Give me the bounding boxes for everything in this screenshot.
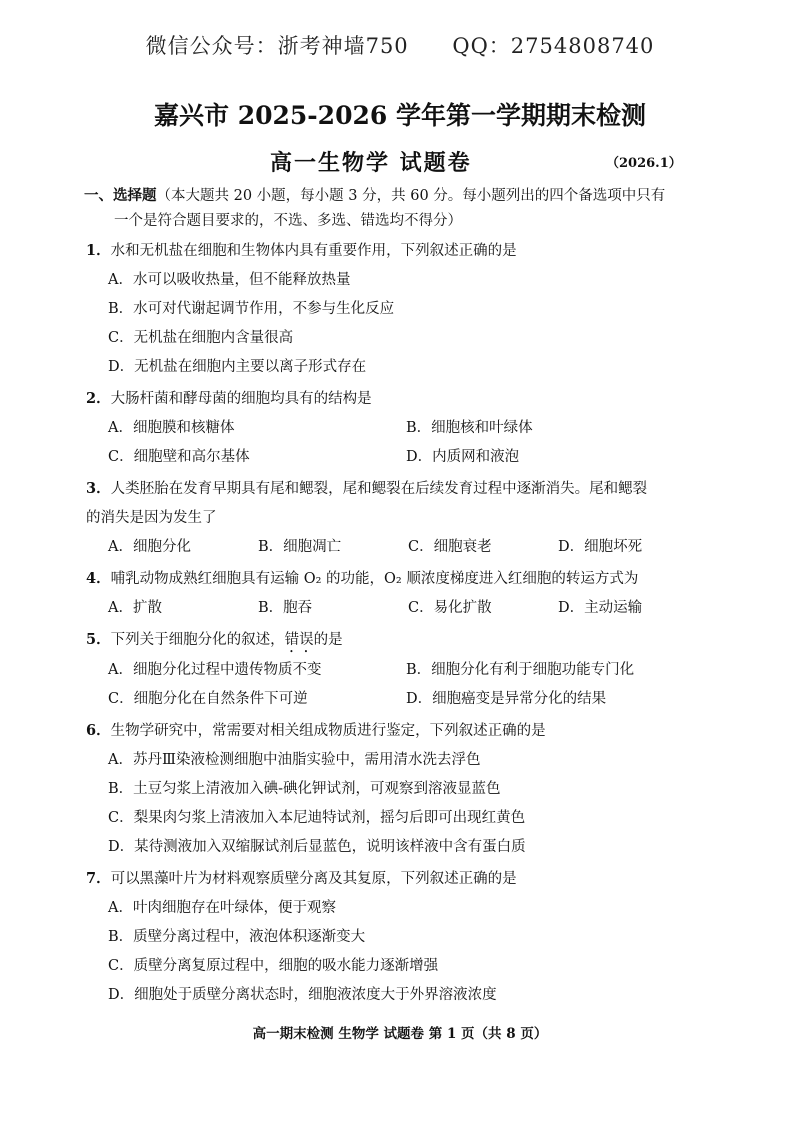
question-stem: 水和无机盐在细胞和生物体内具有重要作用，下列叙述正确的是	[110, 243, 517, 259]
option-a: A．细胞分化过程中遗传物质不变	[108, 662, 322, 678]
option-d: D．细胞处于质壁分离状态时，细胞液浓度大于外界溶液浓度	[108, 987, 497, 1003]
option-c: C．细胞衰老	[408, 539, 492, 555]
question-stem-part1: 下列关于细胞分化的叙述，	[110, 632, 285, 648]
question-1	[86, 236, 726, 382]
exam-title: 嘉兴市 2025-2026 学年第一学期期末检测	[154, 101, 646, 130]
question-2	[86, 384, 726, 472]
question-stem-part2: 的是	[313, 632, 343, 648]
option-b: B．水可对代谢起调节作用，不参与生化反应	[108, 301, 395, 317]
option-c: C．细胞壁和高尔基体	[108, 449, 250, 465]
watermark-header	[0, 30, 800, 60]
option-c: C．易化扩散	[408, 600, 492, 616]
section-intro	[84, 183, 726, 234]
option-a: A．扩散	[108, 600, 162, 616]
question-number: 5．	[86, 631, 111, 648]
option-c: C．无机盐在细胞内含量很高	[108, 330, 294, 346]
emphasized-word: 错误	[284, 632, 314, 648]
question-5	[86, 625, 726, 714]
exam-date: （2026.1）	[606, 156, 682, 171]
option-a: A．水可以吸收热量，但不能释放热量	[108, 272, 351, 288]
page-footer: 高一期末检测 生物学 试题卷 第 1 页（共 8 页）	[252, 1026, 548, 1042]
question-number: 1．	[86, 242, 111, 259]
question-7	[86, 864, 726, 1010]
option-b: B．细胞分化有利于细胞功能专门化	[406, 662, 635, 678]
option-a: A．细胞分化	[108, 539, 191, 555]
section-label: 一、选择题	[84, 187, 157, 204]
option-c: C．细胞分化在自然条件下可逆	[108, 691, 308, 707]
option-c: C．质壁分离复原过程中，细胞的吸水能力逐渐增强	[108, 958, 439, 974]
question-6	[86, 716, 726, 862]
option-a: A．叶肉细胞存在叶绿体，便于观察	[108, 900, 336, 916]
question-content	[86, 183, 726, 1010]
question-stem: 人类胚胎在发育早期具有尾和鳃裂，尾和鳃裂在后续发育过程中逐渐消失。尾和鳃裂	[110, 481, 648, 497]
section-instruction-2: 一个是符合题目要求的，不选、多选、错选均不得分）	[114, 213, 462, 229]
option-b: B．胞吞	[258, 600, 313, 616]
question-stem: 生物学研究中，常需要对相关组成物质进行鉴定，下列叙述正确的是	[110, 723, 546, 739]
wechat-text: 微信公众号：浙考神墙750	[145, 34, 409, 58]
option-a: A．细胞膜和核糖体	[108, 420, 235, 436]
option-b: B．质壁分离过程中，液泡体积逐渐变大	[108, 929, 366, 945]
question-stem: 哺乳动物成熟红细胞具有运输 O₂ 的功能，O₂ 顺浓度梯度进入红细胞的转运方式为	[110, 571, 639, 587]
option-d: D．某待测液加入双缩脲试剂后显蓝色，说明该样液中含有蛋白质	[108, 839, 526, 855]
question-number: 3．	[86, 480, 111, 497]
option-c: C．梨果肉匀浆上清液加入本尼迪特试剂，摇匀后即可出现红黄色	[108, 810, 526, 826]
question-stem: 大肠杆菌和酵母菌的细胞均具有的结构是	[110, 391, 372, 407]
question-number: 7．	[86, 870, 111, 887]
subtitle-row	[0, 146, 800, 176]
question-stem-continued: 的消失是因为发生了	[86, 510, 217, 526]
option-d: D．细胞坏死	[558, 539, 643, 555]
option-d: D．细胞癌变是异常分化的结果	[406, 691, 607, 707]
option-a: A．苏丹Ⅲ染液检测细胞中油脂实验中，需用清水洗去浮色	[108, 752, 481, 768]
qq-text: QQ：2754808740	[452, 34, 655, 58]
option-b: B．细胞核和叶绿体	[406, 420, 533, 436]
option-b: B．细胞凋亡	[258, 539, 342, 555]
exam-subtitle: 高一生物学 试题卷	[270, 150, 472, 176]
section-instruction-1: （本大题共 20 小题，每小题 3 分，共 60 分。每小题列出的四个备选项中只有	[156, 188, 666, 204]
option-d: D．主动运输	[558, 600, 643, 616]
option-d: D．内质网和液泡	[406, 449, 520, 465]
question-4	[86, 564, 726, 623]
question-number: 4．	[86, 570, 111, 587]
question-number: 2．	[86, 390, 111, 407]
question-stem: 可以黑藻叶片为材料观察质壁分离及其复原，下列叙述正确的是	[110, 871, 517, 887]
question-number: 6．	[86, 722, 111, 739]
option-d: D．无机盐在细胞内主要以离子形式存在	[108, 359, 367, 375]
question-3	[86, 474, 726, 562]
option-b: B．土豆匀浆上清液加入碘-碘化钾试剂，可观察到溶液显蓝色	[108, 781, 501, 797]
